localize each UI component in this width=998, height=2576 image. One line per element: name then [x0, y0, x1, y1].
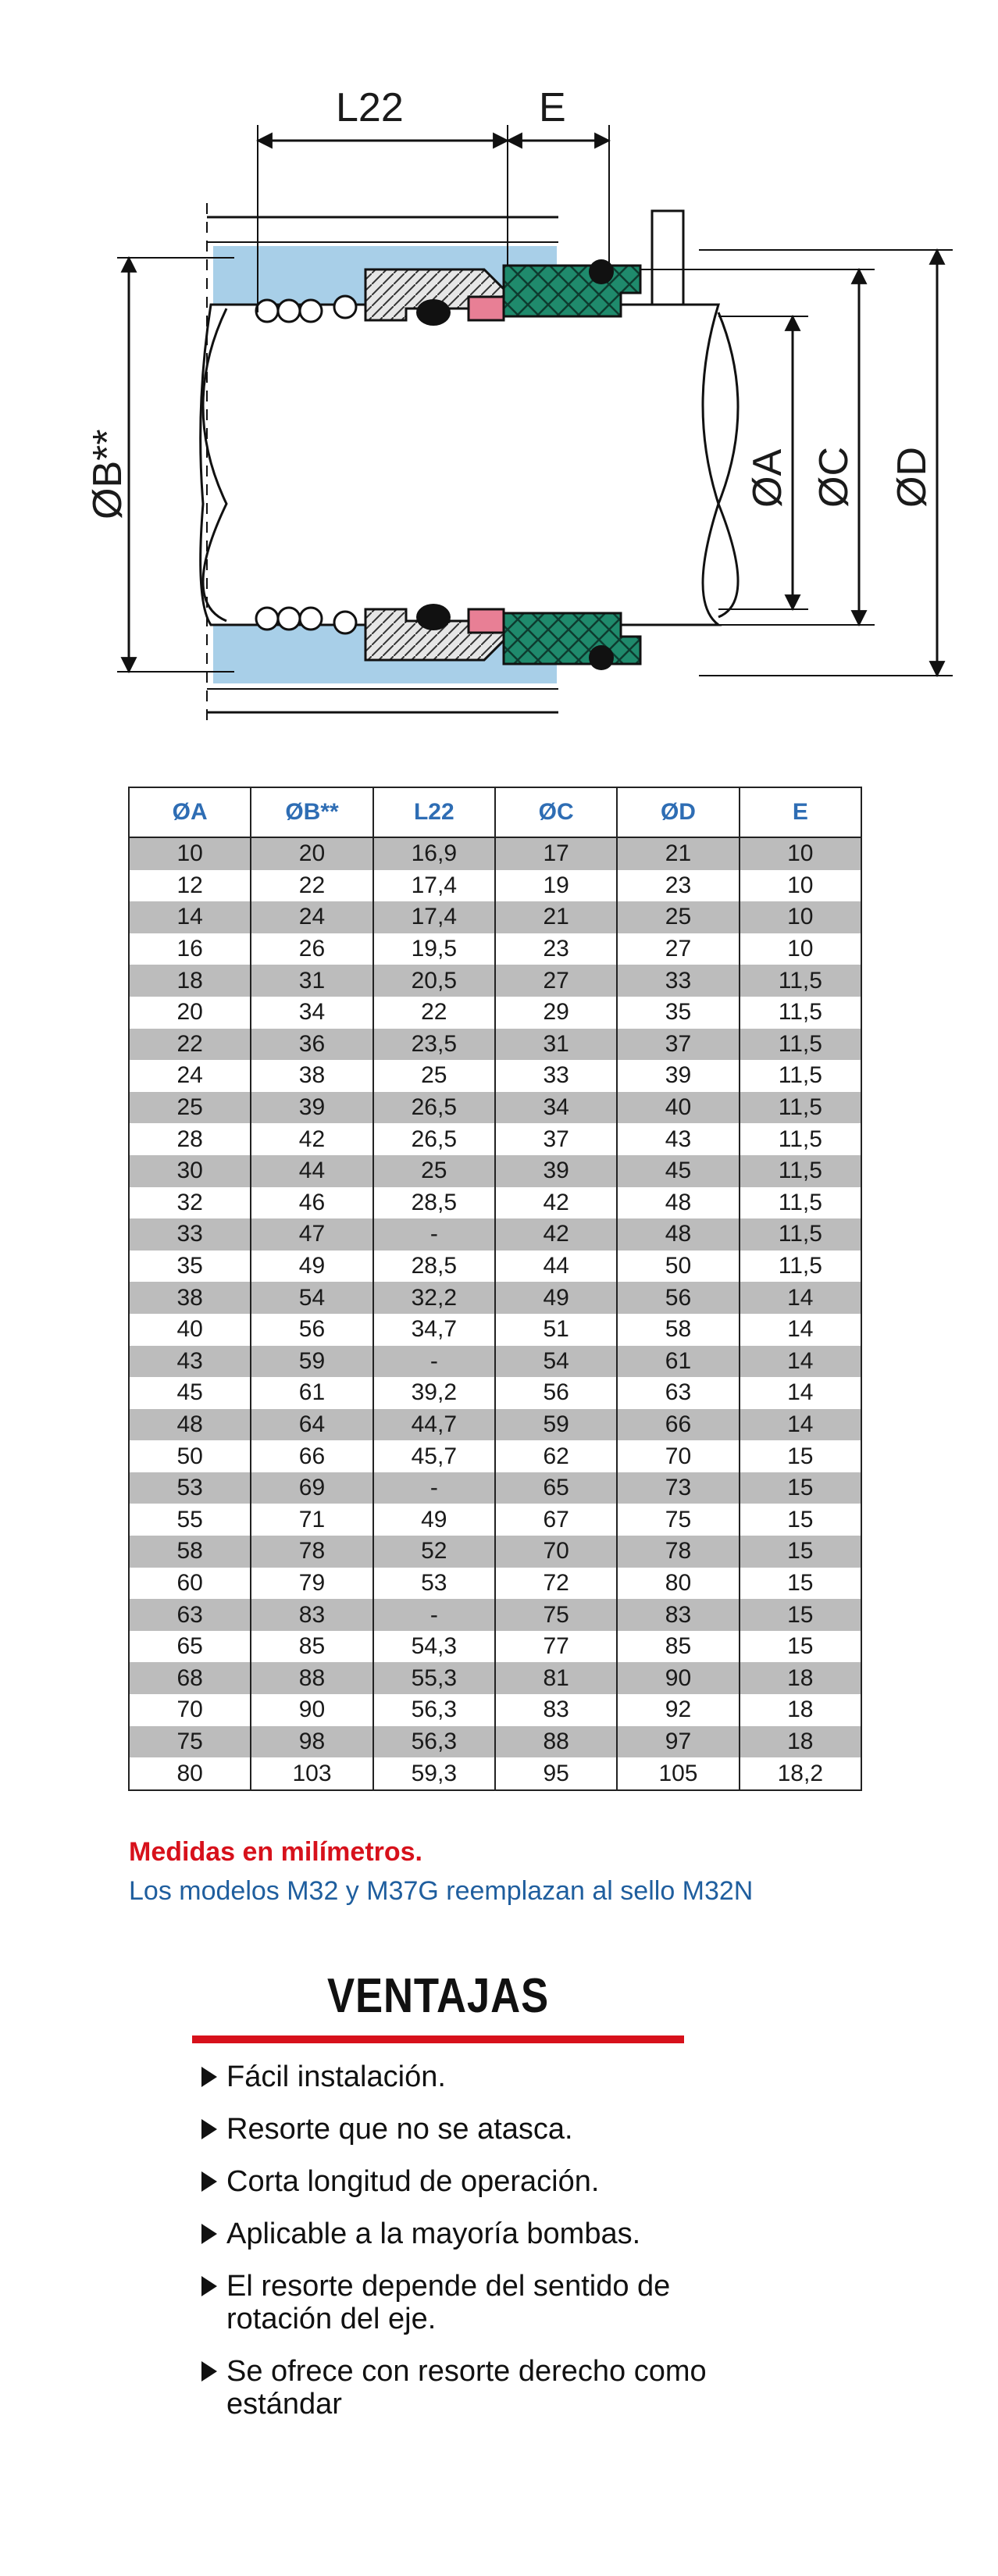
table-cell: 26	[251, 933, 372, 965]
table-row	[129, 1029, 861, 1061]
table-row	[129, 1218, 861, 1251]
table-cell: 11,5	[740, 1251, 861, 1283]
ventaja-text: Corta longitud de operación.	[226, 2165, 600, 2198]
table-cell: -	[373, 1472, 495, 1504]
table-cell: 77	[495, 1631, 617, 1663]
table-cell: 50	[129, 1440, 251, 1472]
table-cell: -	[373, 1599, 495, 1631]
table-cell: 11,5	[740, 1155, 861, 1187]
table-cell: 59	[495, 1409, 617, 1441]
table-cell: 97	[617, 1726, 739, 1758]
table-cell: 40	[617, 1092, 739, 1124]
table-cell: 33	[129, 1218, 251, 1251]
table-cell: 11,5	[740, 965, 861, 997]
table-cell: 23,5	[373, 1029, 495, 1061]
table-cell: 11,5	[740, 997, 861, 1029]
table-cell: 105	[617, 1757, 739, 1790]
table-cell: 45	[617, 1155, 739, 1187]
table-cell: 31	[495, 1029, 617, 1061]
table-cell: 11,5	[740, 1029, 861, 1061]
table-cell: 56	[495, 1377, 617, 1409]
table-cell: 54,3	[373, 1631, 495, 1663]
table-cell: 10	[740, 933, 861, 965]
table-row	[129, 1757, 861, 1790]
table-cell: 44	[251, 1155, 372, 1187]
table-cell: 34	[495, 1092, 617, 1124]
table-cell: 103	[251, 1757, 372, 1790]
table-cell: 33	[495, 1060, 617, 1092]
table-cell: 72	[495, 1568, 617, 1600]
table-cell: 11,5	[740, 1187, 861, 1219]
table-cell: 25	[373, 1155, 495, 1187]
header-l22: L22	[373, 787, 495, 837]
bullet-arrow-icon	[201, 2276, 217, 2296]
table-row	[129, 1568, 861, 1600]
table-row	[129, 1409, 861, 1441]
ventaja-item	[201, 2113, 748, 2146]
table-cell: 34	[251, 997, 372, 1029]
header-c: ØC	[495, 787, 617, 837]
table-row	[129, 1282, 861, 1314]
table-cell: 65	[495, 1472, 617, 1504]
table-cell: 56,3	[373, 1694, 495, 1726]
table-cell: 61	[251, 1377, 372, 1409]
table-cell: 59,3	[373, 1757, 495, 1790]
header-d: ØD	[617, 787, 739, 837]
table-cell: 39	[495, 1155, 617, 1187]
table-cell: 56	[617, 1282, 739, 1314]
ventaja-item	[201, 2165, 748, 2198]
table-cell: 15	[740, 1631, 861, 1663]
table-cell: 47	[251, 1218, 372, 1251]
table-cell: 14	[740, 1409, 861, 1441]
table-cell: 66	[617, 1409, 739, 1441]
table-cell: 29	[495, 997, 617, 1029]
table-cell: 53	[129, 1472, 251, 1504]
shaft	[201, 305, 718, 625]
table-cell: 26,5	[373, 1092, 495, 1124]
gland-pin	[652, 211, 683, 305]
table-cell: 79	[251, 1568, 372, 1600]
table-cell: 21	[617, 837, 739, 870]
table-cell: 48	[617, 1218, 739, 1251]
bullet-arrow-icon	[201, 2224, 217, 2244]
table-cell: 15	[740, 1536, 861, 1568]
table-cell: 39	[251, 1092, 372, 1124]
table-cell: 34,7	[373, 1314, 495, 1346]
table-cell: 56,3	[373, 1726, 495, 1758]
table-row	[129, 870, 861, 902]
table-cell: 83	[617, 1599, 739, 1631]
table-cell: 70	[129, 1694, 251, 1726]
table-row	[129, 965, 861, 997]
table-cell: 85	[617, 1631, 739, 1663]
units-note: Medidas en milímetros.	[129, 1837, 422, 1867]
table-cell: 42	[251, 1123, 372, 1155]
table-cell: 26,5	[373, 1123, 495, 1155]
ventajas-divider	[192, 2035, 684, 2043]
table-cell: 23	[495, 933, 617, 965]
table-cell: 11,5	[740, 1060, 861, 1092]
bullet-arrow-icon	[201, 2171, 217, 2192]
ventaja-item	[201, 2217, 748, 2250]
label-a: ØA	[745, 448, 790, 508]
table-cell: 85	[251, 1631, 372, 1663]
table-cell: -	[373, 1218, 495, 1251]
table-cell: 64	[251, 1409, 372, 1441]
table-cell: 11,5	[740, 1218, 861, 1251]
table-cell: 65	[129, 1631, 251, 1663]
table-cell: 18	[740, 1662, 861, 1694]
table-cell: 70	[617, 1440, 739, 1472]
table-cell: 88	[495, 1726, 617, 1758]
table-cell: 39,2	[373, 1377, 495, 1409]
table-cell: 68	[129, 1662, 251, 1694]
table-cell: 59	[251, 1346, 372, 1378]
table-cell: 24	[251, 901, 372, 933]
table-cell: 20	[251, 837, 372, 870]
table-cell: 95	[495, 1757, 617, 1790]
ventajas-title: VENTAJAS	[326, 1969, 550, 2023]
table-cell: 73	[617, 1472, 739, 1504]
table-row	[129, 1599, 861, 1631]
table-cell: 80	[617, 1568, 739, 1600]
label-c: ØC	[811, 447, 857, 508]
table-cell: 18,2	[740, 1757, 861, 1790]
table-cell: 80	[129, 1757, 251, 1790]
label-d: ØD	[889, 447, 935, 508]
table-cell: 45,7	[373, 1440, 495, 1472]
table-cell: 62	[495, 1440, 617, 1472]
table-cell: 18	[740, 1694, 861, 1726]
table-cell: 16,9	[373, 837, 495, 870]
table-cell: 90	[251, 1694, 372, 1726]
table-cell: 10	[129, 837, 251, 870]
table-cell: 69	[251, 1472, 372, 1504]
header-a: ØA	[129, 787, 251, 837]
table-cell: 44	[495, 1251, 617, 1283]
table-cell: 16	[129, 933, 251, 965]
table-cell: 15	[740, 1472, 861, 1504]
table-cell: 35	[129, 1251, 251, 1283]
table-cell: 45	[129, 1377, 251, 1409]
models-note: Los modelos M32 y M37G reemplazan al sello M32N	[129, 1876, 754, 1906]
table-cell: 14	[740, 1314, 861, 1346]
seal-cross-section-diagram	[0, 0, 998, 750]
table-cell: 22	[373, 997, 495, 1029]
table-cell: 31	[251, 965, 372, 997]
table-header-row	[129, 787, 861, 837]
table-cell: 30	[129, 1155, 251, 1187]
table-cell: 19	[495, 870, 617, 902]
ventaja-text: Resorte que no se atasca.	[226, 2113, 573, 2146]
table-cell: 24	[129, 1060, 251, 1092]
table-cell: 32	[129, 1187, 251, 1219]
table-body	[129, 837, 861, 1790]
table-cell: 44,7	[373, 1409, 495, 1441]
table-cell: 14	[740, 1377, 861, 1409]
table-cell: 49	[495, 1282, 617, 1314]
table-cell: 54	[251, 1282, 372, 1314]
table-cell: 88	[251, 1662, 372, 1694]
table-cell: 53	[373, 1568, 495, 1600]
table-cell: 12	[129, 870, 251, 902]
table-cell: 27	[617, 933, 739, 965]
ventaja-item	[201, 2270, 748, 2335]
table-cell: 58	[129, 1536, 251, 1568]
table-cell: 38	[129, 1282, 251, 1314]
table-cell: 71	[251, 1504, 372, 1536]
table-cell: 49	[251, 1251, 372, 1283]
table-cell: 19,5	[373, 933, 495, 965]
label-e: E	[539, 85, 566, 130]
ventaja-item	[201, 2060, 748, 2093]
table-cell: 11,5	[740, 1092, 861, 1124]
ventaja-text: Aplicable a la mayoría bombas.	[226, 2217, 641, 2250]
table-cell: 46	[251, 1187, 372, 1219]
table-cell: 20,5	[373, 965, 495, 997]
table-cell: 90	[617, 1662, 739, 1694]
table-row	[129, 1251, 861, 1283]
table-row	[129, 1694, 861, 1726]
table-cell: 28,5	[373, 1251, 495, 1283]
table-cell: 25	[617, 901, 739, 933]
ventajas-list	[201, 2060, 748, 2440]
table-cell: 42	[495, 1187, 617, 1219]
label-l22: L22	[336, 85, 404, 130]
table-row	[129, 1662, 861, 1694]
table-cell: 40	[129, 1314, 251, 1346]
table-cell: 39	[617, 1060, 739, 1092]
table-row	[129, 997, 861, 1029]
table-cell: 78	[251, 1536, 372, 1568]
table-cell: 66	[251, 1440, 372, 1472]
table-cell: 14	[740, 1346, 861, 1378]
table-cell: 49	[373, 1504, 495, 1536]
table-cell: 92	[617, 1694, 739, 1726]
label-b: ØB**	[85, 429, 130, 519]
table-cell: 17	[495, 837, 617, 870]
table-cell: 35	[617, 997, 739, 1029]
bullet-arrow-icon	[201, 2067, 217, 2087]
table-cell: 15	[740, 1440, 861, 1472]
table-cell: 28	[129, 1123, 251, 1155]
table-cell: 15	[740, 1599, 861, 1631]
table-row	[129, 1536, 861, 1568]
bullet-arrow-icon	[201, 2361, 217, 2382]
table-cell: 83	[251, 1599, 372, 1631]
table-cell: 55	[129, 1504, 251, 1536]
table-cell: 51	[495, 1314, 617, 1346]
table-cell: 98	[251, 1726, 372, 1758]
table-cell: 33	[617, 965, 739, 997]
table-row	[129, 1504, 861, 1536]
table-row	[129, 1440, 861, 1472]
shaft-break-right	[718, 312, 738, 617]
table-cell: 75	[617, 1504, 739, 1536]
table-cell: 81	[495, 1662, 617, 1694]
dimensions-table	[128, 787, 862, 1791]
table-cell: 25	[129, 1092, 251, 1124]
table-cell: 23	[617, 870, 739, 902]
table-cell: 10	[740, 870, 861, 902]
table-cell: 75	[495, 1599, 617, 1631]
table-cell: 14	[129, 901, 251, 933]
table-cell: 50	[617, 1251, 739, 1283]
table-cell: 21	[495, 901, 617, 933]
table-cell: 37	[495, 1123, 617, 1155]
table-cell: 63	[617, 1377, 739, 1409]
table-row	[129, 1155, 861, 1187]
table-cell: 75	[129, 1726, 251, 1758]
table-cell: 38	[251, 1060, 372, 1092]
table-cell: 10	[740, 837, 861, 870]
table-cell: 18	[740, 1726, 861, 1758]
table-row	[129, 1060, 861, 1092]
table-cell: 36	[251, 1029, 372, 1061]
table-cell: 17,4	[373, 870, 495, 902]
header-e: E	[740, 787, 861, 837]
table-row	[129, 1092, 861, 1124]
table-cell: 17,4	[373, 901, 495, 933]
table-cell: 60	[129, 1568, 251, 1600]
table-cell: 67	[495, 1504, 617, 1536]
table-cell: 14	[740, 1282, 861, 1314]
table-cell: 61	[617, 1346, 739, 1378]
table-cell: 56	[251, 1314, 372, 1346]
table-cell: 58	[617, 1314, 739, 1346]
table-cell: 52	[373, 1536, 495, 1568]
table-row	[129, 1187, 861, 1219]
table-row	[129, 1314, 861, 1346]
table-cell: 27	[495, 965, 617, 997]
table-row	[129, 837, 861, 870]
table-cell: 28,5	[373, 1187, 495, 1219]
table-cell: 20	[129, 997, 251, 1029]
table-cell: 43	[129, 1346, 251, 1378]
table-row	[129, 1472, 861, 1504]
bullet-arrow-icon	[201, 2119, 217, 2139]
table-cell: 83	[495, 1694, 617, 1726]
table-row	[129, 1346, 861, 1378]
table-row	[129, 1123, 861, 1155]
ventaja-text: Se ofrece con resorte derecho como estándar	[226, 2355, 707, 2421]
table-cell: 10	[740, 901, 861, 933]
table-cell: 22	[129, 1029, 251, 1061]
table-cell: 32,2	[373, 1282, 495, 1314]
table-row	[129, 1726, 861, 1758]
table-cell: 25	[373, 1060, 495, 1092]
ventaja-item	[201, 2355, 748, 2421]
table-row	[129, 1377, 861, 1409]
table-cell: 70	[495, 1536, 617, 1568]
table-row	[129, 933, 861, 965]
table-cell: -	[373, 1346, 495, 1378]
header-b: ØB**	[251, 787, 372, 837]
table-cell: 48	[129, 1409, 251, 1441]
table-cell: 18	[129, 965, 251, 997]
table-cell: 48	[617, 1187, 739, 1219]
table-row	[129, 901, 861, 933]
table-cell: 15	[740, 1504, 861, 1536]
table-cell: 55,3	[373, 1662, 495, 1694]
table-cell: 63	[129, 1599, 251, 1631]
ventaja-text: Fácil instalación.	[226, 2060, 446, 2093]
table-cell: 42	[495, 1218, 617, 1251]
table-cell: 15	[740, 1568, 861, 1600]
table-cell: 37	[617, 1029, 739, 1061]
table-cell: 22	[251, 870, 372, 902]
table-cell: 11,5	[740, 1123, 861, 1155]
table-cell: 54	[495, 1346, 617, 1378]
table-cell: 78	[617, 1536, 739, 1568]
table-cell: 43	[617, 1123, 739, 1155]
ventaja-text: El resorte depende del sentido de rotación del eje.	[226, 2270, 671, 2335]
table-row	[129, 1631, 861, 1663]
